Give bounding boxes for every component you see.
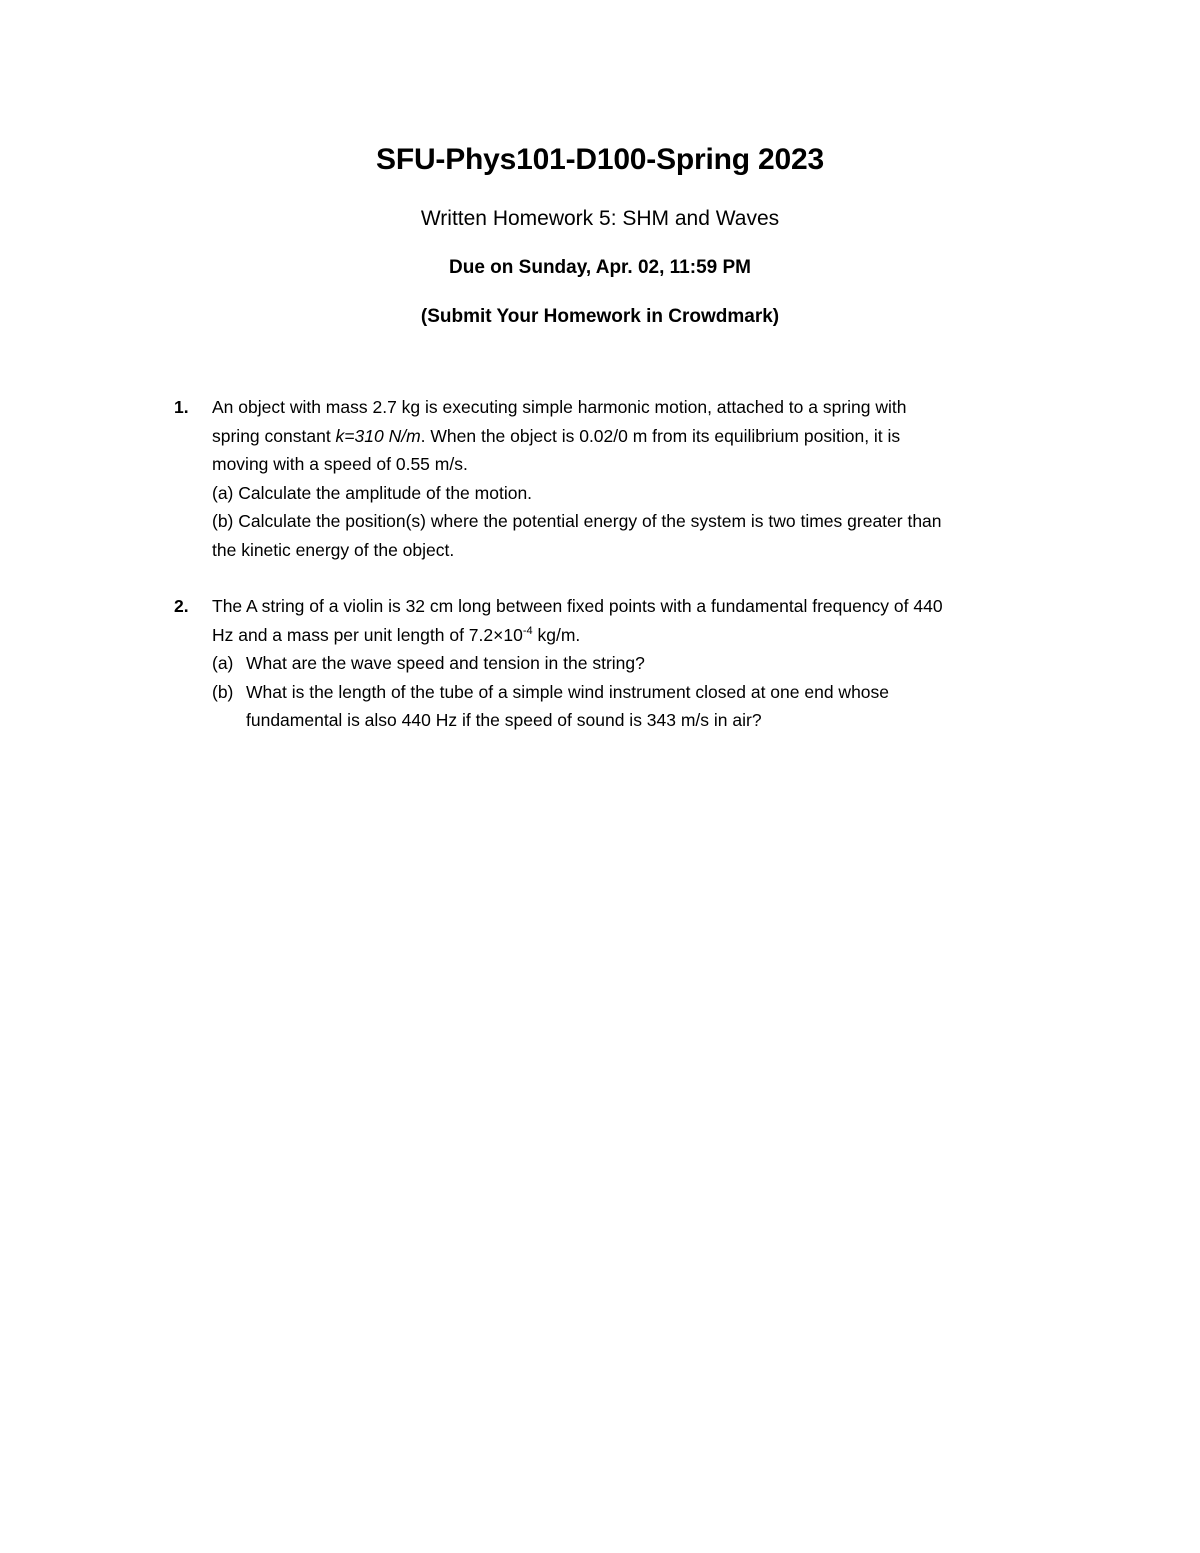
- exponent: -4: [522, 624, 533, 637]
- text-segment: . When the object is 0.02/0 m from its equilibrium position, it is: [420, 425, 901, 446]
- text-segment: kg/m.: [532, 624, 581, 645]
- subpart-text: What is the length of the tube of a simple wind instrument closed at one end whose: [246, 681, 890, 702]
- subpart-b-continued: fundamental is also 440 Hz if the speed of sound is 343 m/s in air?: [246, 710, 762, 731]
- text-segment: Hz and a mass per unit length of 7.2×10: [212, 624, 523, 645]
- question-line: An object with mass 2.7 kg is executing simple harmonic motion, attached to a spring with: [212, 397, 907, 417]
- question-line: The A string of a violin is 32 cm long between fixed points with a fundamental frequency of 440: [212, 596, 943, 616]
- submission-note: (Submit Your Homework in Crowdmark): [420, 306, 780, 327]
- subpart-a: (a) Calculate the amplitude of the motion.: [212, 482, 533, 503]
- question-2: [174, 592, 1054, 735]
- subpart-label: (a): [212, 653, 234, 674]
- subpart-text: What are the wave speed and tension in the string?: [246, 653, 645, 674]
- text-segment: spring constant: [212, 425, 336, 446]
- question-body: [212, 393, 1054, 565]
- question-line: [212, 422, 1054, 451]
- due-date: Due on Sunday, Apr. 02, 11:59 PM: [449, 257, 751, 278]
- spring-constant: k=310 N/m: [335, 425, 421, 446]
- question-1: [174, 393, 1054, 565]
- question-number: 1.: [174, 397, 189, 417]
- subpart-a: [212, 649, 1054, 678]
- question-line: [212, 621, 1054, 650]
- subpart-b: (b) Calculate the position(s) where the potential energy of the system is two times greater than: [212, 511, 942, 532]
- subpart-b-continued: the kinetic energy of the object.: [212, 539, 455, 560]
- question-body: [212, 592, 1054, 735]
- question-line: moving with a speed of 0.55 m/s.: [212, 454, 468, 475]
- question-number: 2.: [174, 596, 189, 616]
- subpart-label: (b): [212, 681, 234, 702]
- page-title: SFU-Phys101-D100-Spring 2023: [376, 143, 824, 176]
- page-subtitle: Written Homework 5: SHM and Waves: [420, 207, 780, 230]
- subpart-b: [212, 678, 1054, 707]
